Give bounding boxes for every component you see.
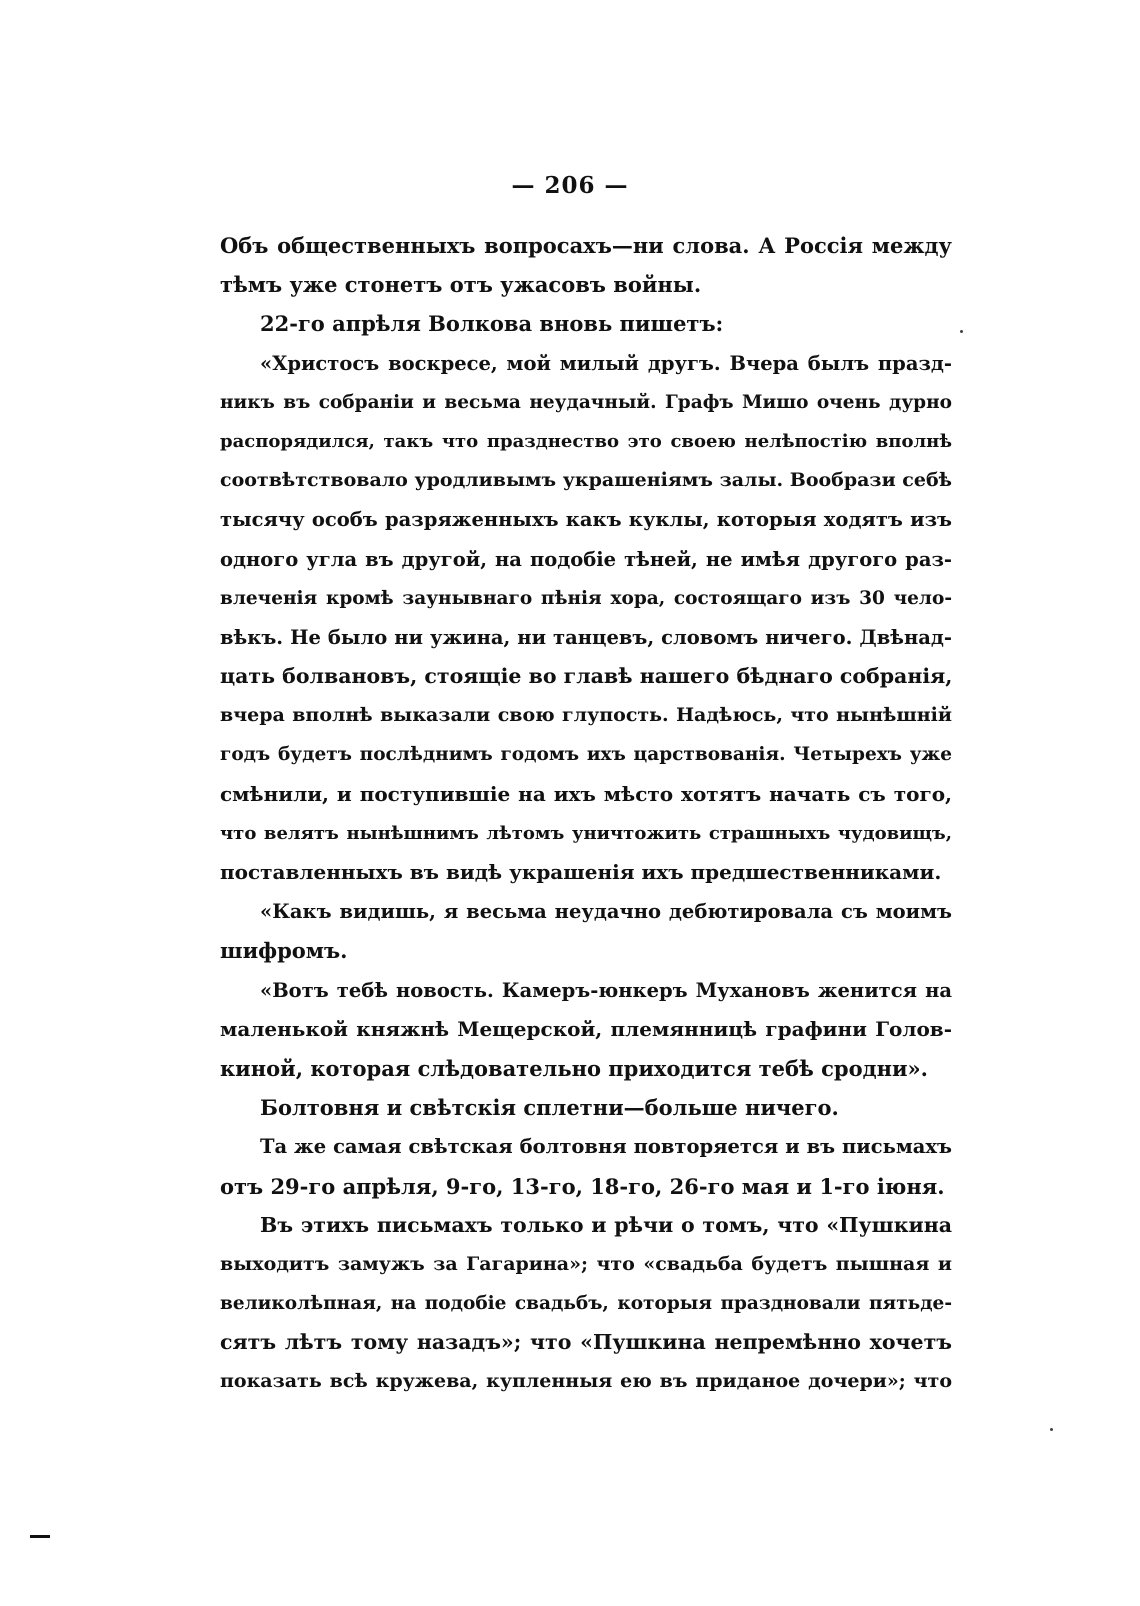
- text-line: отъ 29-го апрѣля, 9-го, 13-го, 18-го, 26-го мая и 1-го іюня.: [220, 1173, 945, 1199]
- page-number: — 206 —: [511, 172, 629, 199]
- text-line: распорядился, такъ что празднество это своею нелѣпостію вполнѣ: [220, 430, 952, 452]
- text-line: цать болвановъ, стоящіе во главѣ нашего бѣднаго собранія,: [220, 664, 953, 689]
- text-line: вчера вполнѣ выказали свою глупость. Надѣюсь, что нынѣшній: [220, 704, 952, 727]
- ink-speck: [1050, 1428, 1053, 1431]
- text-line: киной, которая слѣдовательно приходится тебѣ сродни».: [220, 1055, 928, 1081]
- text-line: шифромъ.: [220, 938, 348, 964]
- text-line: Болтовня и свѣтскія сплетни—больше ничего.: [260, 1095, 839, 1121]
- text-line: никъ въ собраніи и весьма неудачный. Графъ Мишо очень дурно: [220, 391, 952, 413]
- text-line: Та же самая свѣтская болтовня повторяется и въ письмахъ: [260, 1135, 952, 1159]
- text-line: сятъ лѣтъ тому назадъ»; что «Пушкина непремѣнно хочетъ: [220, 1330, 952, 1355]
- text-line: показать всѣ кружева, купленныя ею въ приданое дочери»; что: [220, 1370, 952, 1393]
- text-line: маленькой княжнѣ Мещерской, племянницѣ графини Голов-: [220, 1016, 952, 1041]
- text-line: тѣмъ уже стонетъ отъ ужасовъ войны.: [220, 272, 702, 298]
- text-line: 22-го апрѣля Волкова вновь пишетъ:: [260, 311, 724, 337]
- ink-speck: [960, 330, 963, 333]
- text-line: тысячу особъ разряженныхъ какъ куклы, которыя ходятъ изъ: [220, 508, 952, 532]
- text-line: «Какъ видишь, я весьма неудачно дебютировала съ моимъ: [260, 900, 952, 924]
- text-line: «Христосъ воскресе, мой милый другъ. Вчера былъ празд-: [260, 351, 952, 375]
- text-line: Объ общественныхъ вопросахъ—ни слова. А Россія между: [220, 233, 952, 258]
- text-line: соотвѣтствовало уродливымъ украшеніямъ залы. Вообрази себѣ: [220, 469, 952, 492]
- text-line: вѣкъ. Не было ни ужина, ни танцевъ, словомъ ничего. Двѣнад-: [220, 625, 952, 649]
- margin-mark: [30, 1535, 50, 1538]
- text-line: Въ этихъ письмахъ только и рѣчи о томъ, что «Пушкина: [260, 1212, 952, 1237]
- text-line: выходитъ замужъ за Гагарина»; что «свадьба будетъ пышная и: [220, 1252, 952, 1275]
- text-line: смѣнили, и поступившіе на ихъ мѣсто хотятъ начать съ того,: [220, 781, 952, 806]
- text-line: одного угла въ другой, на подобіе тѣней, не имѣя другого раз-: [220, 547, 952, 571]
- text-line: годъ будетъ послѣднимъ годомъ ихъ царствованія. Четырехъ уже: [220, 744, 952, 766]
- text-line: «Вотъ тебѣ новость. Камеръ-юнкеръ Мухановъ женится на: [260, 978, 952, 1002]
- body-text: [220, 226, 952, 1402]
- text-line: что велятъ нынѣшнимъ лѣтомъ уничтожить страшныхъ чудовищъ,: [220, 822, 952, 844]
- text-line: поставленныхъ въ видѣ украшенія ихъ предшественниками.: [220, 860, 942, 884]
- text-line: великолѣпная, на подобіе свадьбъ, которыя праздновали пятьде-: [220, 1293, 952, 1315]
- text-line: влеченія кромѣ заунывнаго пѣнія хора, состоящаго изъ 30 чело-: [220, 587, 952, 609]
